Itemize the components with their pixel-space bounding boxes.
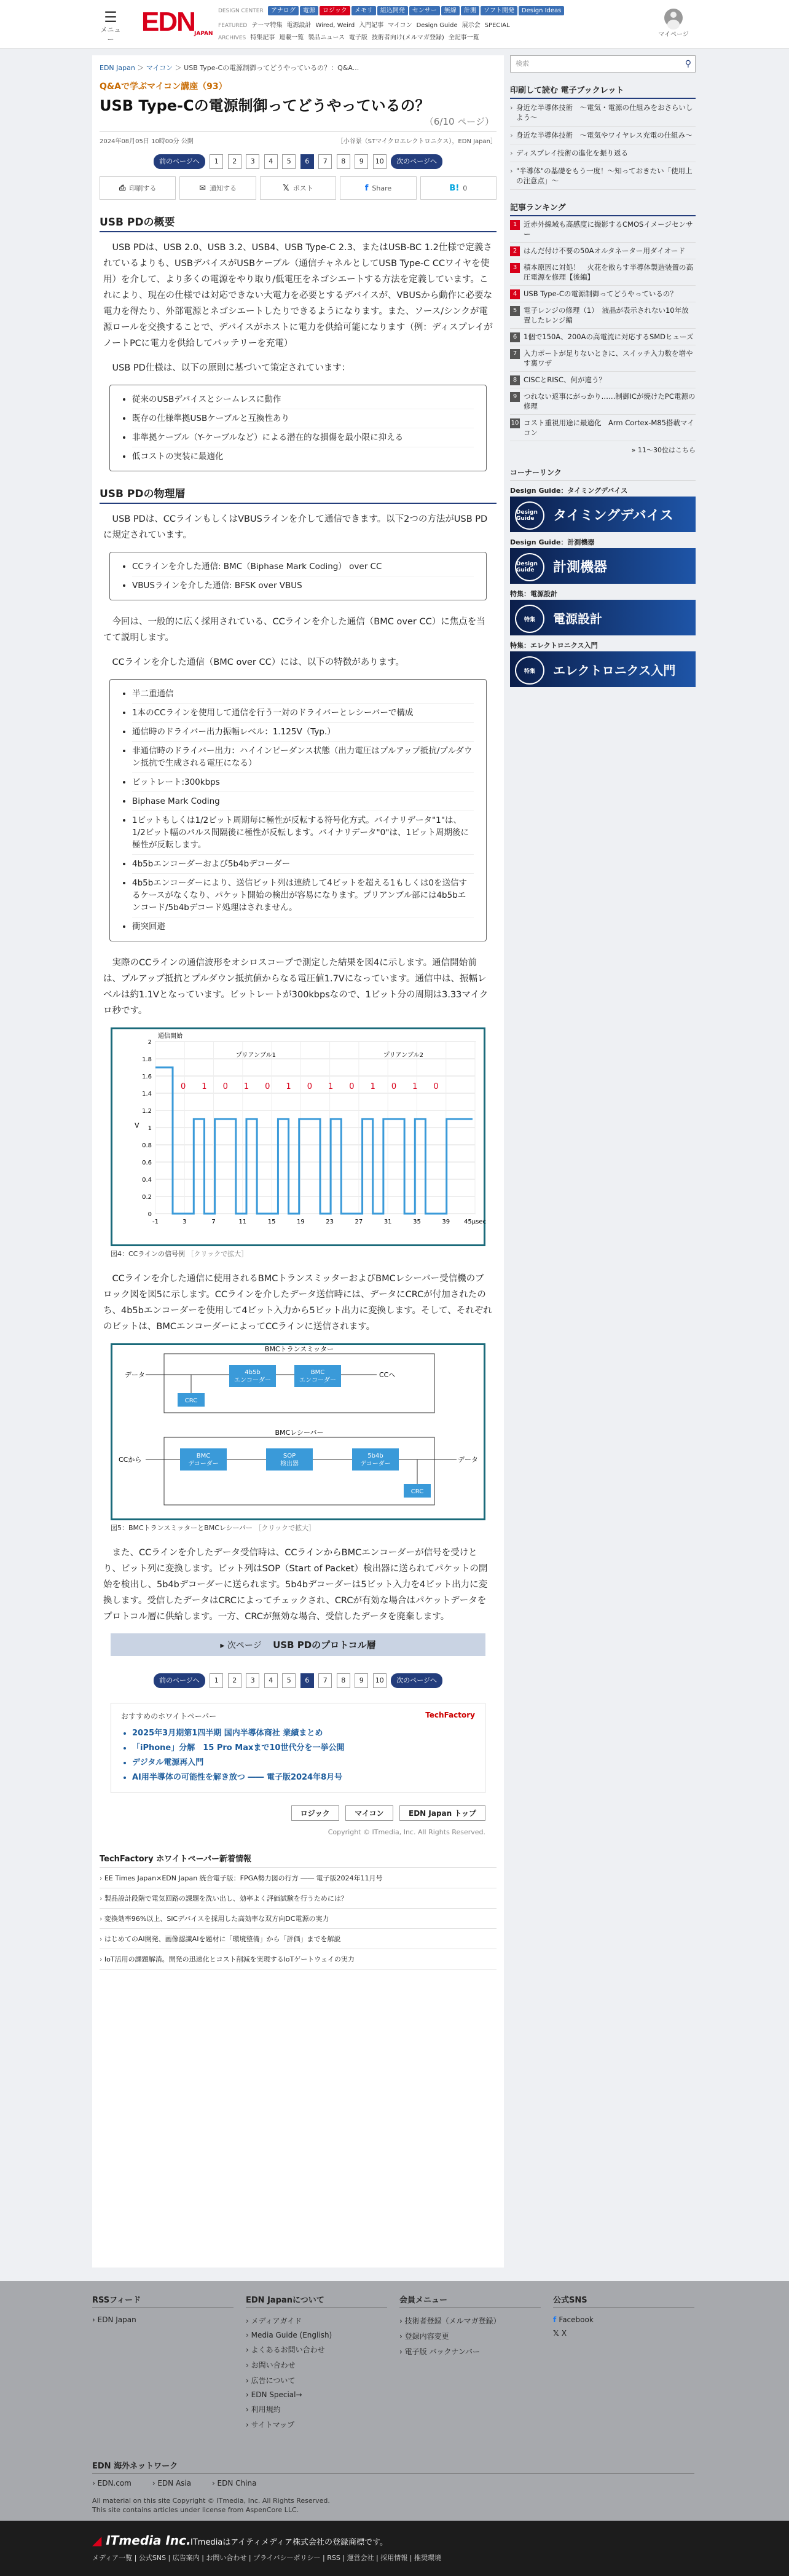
sop-label-2: 検出器	[280, 1461, 299, 1467]
list-item[interactable]: › 変換効率96%以上、SiCデバイスを採用した高効率な双方向DC電源の実力	[100, 1909, 497, 1929]
article-meta	[100, 132, 497, 149]
y-tick-label: 0.4	[142, 1177, 152, 1184]
breadcrumb-current: USB Type-Cの電源制御ってどうやっているの？：Q&A...	[184, 64, 359, 72]
list-item[interactable]: › 製品設計段階で電気回路の課題を洗い出し、効率よく評価試験を行うためには？	[100, 1888, 497, 1909]
bit-label: 0	[222, 1082, 228, 1091]
page-1[interactable]: 1	[210, 1673, 223, 1688]
footer-link[interactable]: › メディアガイド	[246, 2313, 387, 2328]
list-item: • 非準拠ケーブル（Y-ケーブルなど）による潜在的な損傷を最小限に抑える	[132, 428, 474, 447]
rank-number: 6	[510, 332, 520, 342]
enc4b5b-label-2: エンコーダー	[234, 1377, 271, 1384]
featured-link[interactable]: 展示会	[461, 22, 481, 29]
rank-number: 1	[510, 220, 520, 230]
list-item[interactable]: › IoT活用の課題解消。開発の迅速化とコスト削減を実現するIoTゲートウェイの実力	[100, 1949, 497, 1969]
page-6: 6	[300, 154, 314, 169]
x-icon: 𝕏	[553, 2329, 562, 2338]
ranking-item[interactable]	[510, 259, 696, 286]
figure-4-caption: 図4：CCラインの信号例 ［クリックで拡大］	[111, 1250, 248, 1258]
featured-link[interactable]: テーマ特集	[251, 22, 283, 29]
list-item: • 1本のCCラインを使用して通信を行う一対のドライバーとレシーバーで構成	[132, 704, 474, 723]
itmedia-logo[interactable]: ◢ ITmedia Inc.	[92, 2533, 191, 2548]
page-1[interactable]: 1	[210, 154, 223, 169]
list-item: • 1ビットもしくは1/2ビット周期毎に極性が反転する符号化方式。バイナリデータ"1"は、1/2ビット幅のパルス間隔後に極性が反転します。バイナリデータ"0"は、1ビット周期後に極性が反転します。	[132, 811, 474, 855]
featured-link[interactable]: SPECIAL	[484, 22, 510, 29]
itmedia-bar: ◢ ITmedia Inc. ITmediaはアイティメディア株式会社の登録商標です。 メディア一覧 | 公式SNS | 広告案内 | お問い合わせ | プライバシーポリシー | RSS | 運営会社 | 採用情報 | 推奨環境	[0, 2521, 789, 2576]
x-tick-label: 3	[183, 1219, 187, 1225]
list-item: • Biphase Mark Coding	[132, 792, 474, 811]
bit-label: 0	[433, 1082, 439, 1091]
rank-number: 5	[510, 306, 520, 316]
booklet-link[interactable]: › "半導体"の基礎をもう一度！〜知っておきたい「使用上の注意点」〜	[510, 162, 696, 190]
rank-number: 9	[510, 392, 520, 402]
featured-link[interactable]: 入門記事	[359, 22, 384, 29]
list-item: • 従来のUSBデバイスとシームレスに動作	[132, 390, 474, 409]
bit-label: 1	[286, 1082, 291, 1091]
ranking-item[interactable]	[510, 216, 696, 243]
series-label[interactable]: Q&Aで学ぶマイコン講座（93）	[100, 82, 227, 92]
page-of: （6/10 ページ）	[424, 116, 494, 127]
y-tick-label: 0.6	[142, 1160, 152, 1166]
list-item: • ビットレート:300kbps	[132, 773, 474, 792]
prev-page-button[interactable]: 前のページへ	[154, 154, 205, 169]
figure-4[interactable]	[111, 1027, 485, 1246]
list-item[interactable]: › EE Times Japan×EDN Japan 統合電子版：FPGA勢力図の行方 ―― 電子版2024年11月号	[100, 1868, 497, 1888]
page-6: 6	[300, 1673, 314, 1688]
archives-link[interactable]: 製品ニュース	[308, 34, 345, 41]
footer-member: 会員メニュー › 技術者登録（メルマガ登録） › 登録内容変更 › 電子版 バックナンバー	[399, 2293, 541, 2359]
page-7[interactable]: 7	[318, 154, 332, 169]
ranking-more-link[interactable]: » 11〜30位はこちら	[631, 446, 696, 454]
featured-link[interactable]: Design Guide	[416, 22, 458, 29]
methods-list	[109, 552, 487, 600]
corner-link-timing[interactable]: Design Guide：タイミングデバイス Design Guide タイミングデバイス	[510, 485, 696, 532]
y-tick-label: 1.8	[142, 1056, 152, 1063]
ranking-title: はんだ付け不要の50Aオルタネーター用ダイオード	[524, 246, 685, 255]
bit-label: 1	[328, 1082, 334, 1091]
pager-bottom	[92, 1668, 504, 1693]
page-3[interactable]: 3	[246, 1673, 259, 1688]
footer-link[interactable]: › 登録内容変更	[399, 2328, 541, 2344]
paragraph: 今回は、一般的に広く採用されている、CCラインを介した通信（BMC over CC）に焦点を当てて説明します。	[103, 617, 485, 643]
prev-page-button[interactable]: 前のページへ	[154, 1673, 205, 1688]
footer-link[interactable]: › 技術者登録（メルマガ登録）	[399, 2313, 541, 2328]
design-center-tag[interactable]: ソフト開発	[481, 6, 517, 15]
rank-number: 10	[510, 418, 520, 428]
article-main	[92, 55, 504, 2268]
list-item: • CCラインを介した通信: BMC（Biphase Mark Coding） over CC	[132, 557, 474, 576]
page-2[interactable]: 2	[228, 154, 241, 169]
ranking-item[interactable]	[510, 345, 696, 372]
ranking-item[interactable]	[510, 286, 696, 302]
site-header	[0, 0, 789, 49]
corner-link-intro[interactable]: 特集：エレクトロニクス入門 特集 エレクトロニクス入門	[510, 640, 696, 687]
ranking-item[interactable]	[510, 243, 696, 259]
design-center-tag[interactable]: 無線	[441, 6, 460, 15]
page-5[interactable]: 5	[282, 154, 296, 169]
x-icon: 𝕏	[283, 183, 289, 193]
facebook-icon: f	[553, 2315, 559, 2324]
ranking-title: コスト重視用途に最適化 Arm Cortex-M85搭載マイコン	[524, 418, 694, 437]
y-tick-label: 2	[147, 1039, 152, 1046]
design-center-tag[interactable]: 組込開発	[377, 6, 408, 15]
page-7[interactable]: 7	[318, 1673, 332, 1688]
paragraph: CCラインを介した通信（BMC over CC）には、以下の特徴があります。	[112, 658, 405, 667]
site-footer	[0, 2281, 789, 2521]
whitepaper-link[interactable]: • AI用半導体の可能性を解き放つ ―― 電子版2024年8月号	[132, 1770, 475, 1785]
archives-link[interactable]: 全記事一覧	[448, 34, 479, 41]
corner-link-measurement[interactable]: Design Guide：計測機器 Design Guide 計測機器	[510, 537, 696, 584]
bit-label: 1	[370, 1082, 375, 1091]
design-center-tag[interactable]: アナログ	[268, 6, 299, 15]
ranking-list	[510, 216, 696, 441]
booklet-link[interactable]: › 身近な半導体技術 〜電気・電源の仕組みをおさらいしよう〜	[510, 99, 696, 127]
archives-link[interactable]: 特集記事	[250, 34, 275, 41]
bit-label: 0	[391, 1082, 397, 1091]
breadcrumb: EDN Japan ＞ マイコン ＞ USB Type-Cの電源制御ってどうやっているの？：Q&A...	[100, 64, 359, 72]
cc-in-label: CCから	[119, 1456, 142, 1464]
list-item: • 通信時のドライバー出力振幅レベル：1.125V（Typ.）	[132, 723, 474, 742]
data-out-label: データ	[458, 1456, 478, 1464]
x-tick-label: 27	[355, 1219, 363, 1225]
ranking-item[interactable]	[510, 302, 696, 329]
crc-tx-label: CRC	[184, 1397, 198, 1404]
next-page-button[interactable]: 次のページへ	[391, 154, 442, 169]
page-9[interactable]: 9	[355, 1673, 368, 1688]
next-page-button[interactable]: 次のページへ	[391, 1673, 442, 1688]
x-tick-label: 11	[238, 1219, 247, 1225]
search-icon[interactable]: ⚲	[685, 59, 691, 69]
page-8[interactable]: 8	[337, 1673, 350, 1688]
bit-label: 1	[202, 1082, 207, 1091]
booklet-link[interactable]: › ディスプレイ技術の進化を振り返る	[510, 144, 696, 162]
breadcrumb-category[interactable]: マイコン	[146, 64, 173, 72]
dec5b4b-label-2: デコーダー	[360, 1461, 391, 1467]
corner-link-power[interactable]: 特集：電源設計 特集 電源設計	[510, 589, 696, 635]
bit-label: 0	[349, 1082, 355, 1091]
x-tick-label: 7	[211, 1219, 216, 1225]
publish-date: 2024年08月05日 10時00分 公開	[100, 138, 194, 145]
facebook-icon: f	[364, 183, 369, 193]
page-10[interactable]: 10	[373, 1673, 387, 1688]
footer-about: EDN Japanについて › メディアガイド › Media Guide (English) › よくあるお問い合わせ › お問い合わせ › 広告について › EDN Special→ › 利用規約 › サイトマップ	[246, 2293, 387, 2432]
corner-heading: コーナーリンク	[510, 465, 696, 481]
hatena-button[interactable]: B! 0	[420, 176, 497, 200]
tx-label: BMCトランスミッター	[264, 1345, 334, 1353]
design-center-tag[interactable]: 電源	[300, 6, 318, 15]
footer-link[interactable]: › 利用規約	[246, 2401, 387, 2417]
ranking-title: USB Type-Cの電源制御ってどうやっているの？	[524, 289, 677, 298]
x-link[interactable]: 𝕏 X	[553, 2329, 567, 2338]
footer-link[interactable]: › Media Guide (English)	[246, 2328, 387, 2342]
bit-label: 0	[265, 1082, 270, 1091]
page-9[interactable]: 9	[355, 154, 368, 169]
list-item: • 既存の仕様準拠USBケーブルと互換性あり	[132, 409, 474, 428]
design-guide-logo: Design Guide	[515, 553, 544, 581]
paragraph: 実際のCCラインの通信波形をオシロスコープで測定した結果を図4に示します。通信開始前は、プルアップ抵抗とプルダウン抵抗値からなる電圧値1.7Vになっています。通信中は、振幅レベルは約1.1Vとなっています。ビットレートが300kbpsなので、1ビット分の周期は3.33マイクロ秒です。	[103, 958, 489, 1016]
page-title: USB Type-Cの電源制御ってどうやっているの？	[100, 97, 430, 114]
print-icon: ⎙	[119, 183, 126, 193]
topic-tags	[111, 1805, 485, 1821]
design-center-tag[interactable]: Design Ideas	[519, 6, 565, 15]
list-item: • 衝突回避	[132, 917, 474, 936]
mail-icon: ✉	[199, 183, 206, 193]
paragraph: USB PD仕様は、以下の原則に基づいて策定されています：	[112, 363, 351, 373]
author: ［小谷景（STマイクロエレクトロニクス），EDN Japan］	[337, 138, 497, 145]
techfactory-logo: TechFactory	[425, 1711, 475, 1719]
rank-number: 4	[510, 289, 520, 299]
design-center-tag[interactable]: 計測	[461, 6, 479, 15]
next-page-banner[interactable]: ▸ 次ページ USB PDのプロトコル層	[111, 1633, 485, 1656]
page-5[interactable]: 5	[282, 1673, 296, 1688]
post-x-button[interactable]: 𝕏 ポスト	[260, 176, 336, 200]
footer-network: EDN 海外ネットワーク › EDN.com › EDN Asia › EDN China	[92, 2459, 694, 2488]
rx-frame	[164, 1437, 434, 1505]
booklet-heading: 印刷して読む 電子ブックレット	[510, 81, 696, 99]
facebook-link[interactable]: f Facebook	[553, 2315, 594, 2324]
ranking-title: 近赤外線域も高感度に撮影するCMOSイメージセンサー	[524, 220, 693, 238]
page-3[interactable]: 3	[246, 154, 259, 169]
footer-link[interactable]: › 電子版 バックナンバー	[399, 2344, 541, 2359]
techfactory-list	[92, 1868, 504, 1969]
page-8[interactable]: 8	[337, 154, 350, 169]
tag-mcu[interactable]: マイコン	[345, 1805, 393, 1821]
rx-label: BMCレシーバー	[275, 1429, 324, 1437]
hamburger-icon: ☰	[104, 9, 117, 26]
facebook-share-button[interactable]: f Share	[340, 176, 416, 200]
whitepaper-box	[111, 1703, 485, 1793]
whitepaper-link[interactable]: • 2025年3月期第1四半期 国内半導体商社 業績まとめ	[132, 1726, 475, 1741]
tag-top[interactable]: EDN Japan トップ	[399, 1805, 485, 1821]
breadcrumb-home[interactable]: EDN Japan	[100, 64, 135, 72]
list-item: • 半二重通信	[132, 685, 474, 704]
footer-link[interactable]: › 広告について	[246, 2373, 387, 2388]
archives-nav: ARCHIVES 特集記事 連載一覧 製品ニュース 電子版 技術者向け(メルマガ登録) 全記事一覧	[218, 34, 479, 41]
menu-button[interactable]: ☰ メニュー	[98, 10, 123, 44]
hatena-icon: B!	[449, 183, 460, 193]
label-preamble-2: プリアンブル2	[383, 1052, 424, 1059]
page-4[interactable]: 4	[264, 1673, 278, 1688]
design-center-tag[interactable]: ロジック	[320, 6, 350, 15]
label-start: 通信開始	[158, 1033, 183, 1040]
footer-link[interactable]: › EDN China	[212, 2479, 257, 2488]
next-icon: ▸	[220, 1641, 227, 1651]
copyright: Copyright © ITmedia, Inc. All Rights Reserved.	[328, 1828, 485, 1836]
features-list	[109, 679, 487, 941]
y-tick-label: 0	[147, 1211, 152, 1218]
list-item[interactable]: › はじめてのAI開発、画像認識AIを題材に「環境整備」から「評価」までを解説	[100, 1929, 497, 1949]
ranking-item[interactable]	[510, 329, 696, 345]
itmedia-links[interactable]: メディア一覧 | 公式SNS | 広告案内 | お問い合わせ | プライバシーポリシー | RSS | 運営会社 | 採用情報 | 推奨環境	[92, 2554, 441, 2562]
whitepaper-link[interactable]: • 「iPhone」分解 15 Pro Maxまで10世代分を一挙公開	[132, 1741, 475, 1756]
ranking-item[interactable]	[510, 388, 696, 415]
search-input[interactable]: 検索 ⚲	[510, 55, 696, 73]
archives-link[interactable]: 電子版	[348, 34, 367, 41]
featured-link[interactable]: Wired, Weird	[315, 22, 355, 29]
archives-link[interactable]: 技術者向け(メルマガ登録)	[371, 34, 444, 41]
list-item: • 低コストの実装に最適化	[132, 447, 474, 466]
paragraph: USB PDは、CCラインもしくはVBUSラインを介して通信できます。以下2つの方法がUSB PDに規定されています。	[103, 514, 488, 540]
bit-label: 0	[307, 1082, 312, 1091]
bmc-enc-label-2: エンコーダー	[299, 1377, 336, 1384]
techfactory-heading: TechFactory ホワイトペーパー新着情報	[100, 1848, 497, 1868]
y-tick-label: 1.4	[142, 1091, 152, 1098]
paragraph: CCラインを介した通信に使用されるBMCトランスミッターおよびBMCレシーバー受信機のブロック図を図5に示します。CCラインを介したデータ送信時には、データにCRCが付加されたのち、4b5bエンコーダーを使用して4ビット入力から5ビット出力に変換します。そして、それぞれのビットは、BMCエンコーダーによってCCラインに送信されます。	[103, 1274, 492, 1332]
pager-top	[92, 149, 504, 174]
rank-number: 3	[510, 263, 520, 273]
ranking-title: つれない返事にがっかり……制御ICが焼けたPC電源の修理	[524, 392, 696, 410]
figure-5[interactable]	[111, 1343, 485, 1520]
label-preamble-1: プリアンブル1	[235, 1052, 277, 1059]
list-item: • 4b5bエンコーダーにより、送信ビット列は連続して4ビットを超える1もしくは0を送信するケースがなくなり、パケット開始の検出が容易になります。プリアンブル部には4b5bエンコード/5b4bデコード処理はされません。	[132, 874, 474, 917]
whitepaper-link[interactable]: • デジタル電源再入門	[132, 1756, 475, 1770]
print-button[interactable]: ⎙ 印刷する	[100, 176, 176, 200]
list-item: • 4b5bエンコーダーおよび5b4bデコーダー	[132, 855, 474, 874]
bmc-block-diagram	[112, 1345, 484, 1515]
ranking-title: 入力ポートが足りないときに、スイッチ入力数を増やす裏ワザ	[524, 349, 693, 367]
paragraph: また、CCラインを介したデータ受信時は、CCラインからBMCエンコーダーが信号を受けとり、ビット列に変換します。ビット列はSOP（Start of Packet）検出器に送られてパケットの開始を検出し、5b4bデコーダーに送られます。5b4bデコーダーは5ビット入力を4ビット出力に変換します。受信したデータはCRCによってチェックされ、CRCが有効な場合はパケットデータをプロトコル層に供給します。一方、CRCが無効な場合、受信したデータを廃棄します。	[103, 1548, 488, 1622]
bit-label: 1	[243, 1082, 249, 1091]
y-tick-label: 1.2	[142, 1108, 152, 1115]
footer-link[interactable]: › EDN Special→	[246, 2388, 387, 2401]
design-center-nav: DESIGN CENTER アナログ 電源 ロジック メモリ 組込開発 センサー 無線 計測 ソフト開発 Design Ideas	[218, 6, 565, 16]
page-4[interactable]: 4	[264, 154, 278, 169]
list-item: • VBUSラインを介した通信: BFSK over VBUS	[132, 576, 474, 595]
page-2[interactable]: 2	[228, 1673, 241, 1688]
cc-waveform-chart	[112, 1029, 484, 1241]
x-tick-label: 23	[326, 1219, 334, 1225]
paragraph: USB PDは、USB 2.0、USB 3.2、USB4、USB Type-C 2.3、またはUSB-BC 1.2仕様で定義されているよりも、USBデバイスがUSBケーブル（通信チャネルとしてUSB Type-C CCワイヤを使用）を介して、より多くの電源をやり取り/低電圧をネゴシエートする方法を定義しています。これにより、現在の仕様では対応できない大電力を必要とするデバイスが、VBUSから動作に必要な電力を得たり、外部電源とネゴシエートしたりできるようになります。また、ソース/シンクが電源ロールを交換することで、デバイスがホストに電力を供給可能になります（例：ディスプレイがノートPCに電力を供給してバッテリーを充電）	[103, 243, 493, 348]
section-heading: USB PDの概要	[100, 213, 497, 232]
ranking-title: CISCとRISC、何が違う？	[524, 375, 606, 384]
cc-out-label: CCへ	[379, 1371, 396, 1379]
x-tick-label: 35	[413, 1219, 421, 1225]
x-tick-label: 39	[442, 1219, 450, 1225]
edn-logo[interactable]: EDN JAPAN	[141, 7, 213, 37]
ranking-title: 積本原因に対処！ 火花を散らす半導体製造装置の高圧電源を修理【後編】	[524, 263, 693, 281]
x-tick-label: 15	[267, 1219, 276, 1225]
footer-link[interactable]: › お問い合わせ	[246, 2357, 387, 2373]
list-item: • 非通信時のドライバー出力：ハイインピーダンス状態（出力電圧はプルアップ抵抗/プルダウン抵抗で生成される電圧になる）	[132, 742, 474, 773]
share-bar	[100, 176, 497, 200]
rank-number: 2	[510, 246, 520, 256]
featured-link[interactable]: 電源設計	[286, 22, 312, 29]
footer-link[interactable]: › よくあるお問い合わせ	[246, 2342, 387, 2357]
section-heading: USB PDの物理層	[100, 485, 497, 504]
footer-rss: RSSフィード › EDN Japan	[92, 2293, 234, 2327]
principles-list	[109, 385, 487, 471]
featured-link[interactable]: マイコン	[388, 22, 412, 29]
featured-nav: FEATURED テーマ特集 電源設計 Wired, Weird 入門記事 マイコン Design Guide 展示会 SPECIAL	[218, 22, 510, 29]
y-tick-label: 1	[147, 1125, 152, 1132]
footer-link[interactable]: › EDN.com	[92, 2479, 132, 2488]
archives-link[interactable]: 連載一覧	[279, 34, 304, 41]
y-axis-label: V	[135, 1121, 139, 1129]
sop-label-1: SOP	[283, 1453, 296, 1459]
data-in-label: データ	[125, 1371, 145, 1379]
footer-link[interactable]: › EDN Asia	[152, 2479, 191, 2488]
enlarge-link[interactable]: ［クリックで拡大］	[254, 1524, 316, 1532]
whitepaper-heading: おすすめのホワイトペーパー	[121, 1712, 217, 1721]
feature-logo: 特集	[515, 656, 544, 685]
footer-link[interactable]: › EDN Japan	[92, 2313, 234, 2327]
page-10[interactable]: 10	[373, 154, 387, 169]
footer-sns: 公式SNS f Facebook 𝕏 X	[553, 2293, 694, 2340]
bit-label: 0	[181, 1082, 186, 1091]
ranking-item[interactable]	[510, 415, 696, 441]
mypage-button[interactable]: マイページ	[656, 9, 691, 38]
bit-label: 1	[412, 1082, 418, 1091]
rank-number: 7	[510, 349, 520, 359]
y-tick-label: 1.6	[142, 1074, 152, 1080]
figure-5-caption: 図5：BMCトランスミッターとBMCレシーバー ［クリックで拡大］	[111, 1524, 316, 1532]
ranking-heading: 記事ランキング	[510, 198, 696, 216]
x-tick-label: 45μsec	[464, 1219, 486, 1225]
dec5b4b-label-1: 5b4b	[367, 1453, 383, 1459]
footer-link[interactable]: › サイトマップ	[246, 2417, 387, 2432]
bmc-dec-label-2: デコーダー	[188, 1461, 219, 1467]
ranking-item[interactable]	[510, 372, 696, 388]
ranking-title: 1個で150A、200Aの高電流に対応するSMDヒューズ	[524, 332, 694, 341]
y-tick-label: 0.8	[142, 1142, 152, 1149]
x-tick-label: -1	[152, 1219, 159, 1225]
bmc-enc-label-1: BMC	[310, 1369, 325, 1376]
footer-copyright: All material on this site Copyright © ITmedia, Inc. All Rights Reserved. This site contains articles under license from AspenCore LLC.	[92, 2497, 330, 2514]
rank-number: 8	[510, 375, 520, 385]
x-tick-label: 19	[296, 1219, 305, 1225]
bmc-dec-label-1: BMC	[196, 1453, 211, 1459]
enlarge-link[interactable]: ［クリックで拡大］	[187, 1250, 248, 1258]
sidebar	[510, 55, 696, 687]
enc4b5b-label-1: 4b5b	[245, 1369, 261, 1376]
feature-logo: 特集	[515, 605, 544, 633]
x-tick-label: 31	[383, 1219, 392, 1225]
design-center-tag[interactable]: センサー	[409, 6, 440, 15]
design-center-tag[interactable]: メモリ	[351, 6, 376, 15]
ranking-title: 電子レンジの修理（1） 液晶が表示されない10年放置したレンジ編	[524, 306, 689, 324]
user-icon	[664, 9, 683, 27]
design-guide-logo: Design Guide	[515, 501, 544, 530]
crc-rx-label: CRC	[410, 1488, 424, 1495]
booklet-link[interactable]: › 身近な半導体技術 〜電気やワイヤレス充電の仕組み〜	[510, 127, 696, 144]
tag-logic[interactable]: ロジック	[291, 1805, 339, 1821]
y-tick-label: 0.2	[142, 1194, 152, 1201]
notify-button[interactable]: ✉ 通知する	[179, 176, 256, 200]
